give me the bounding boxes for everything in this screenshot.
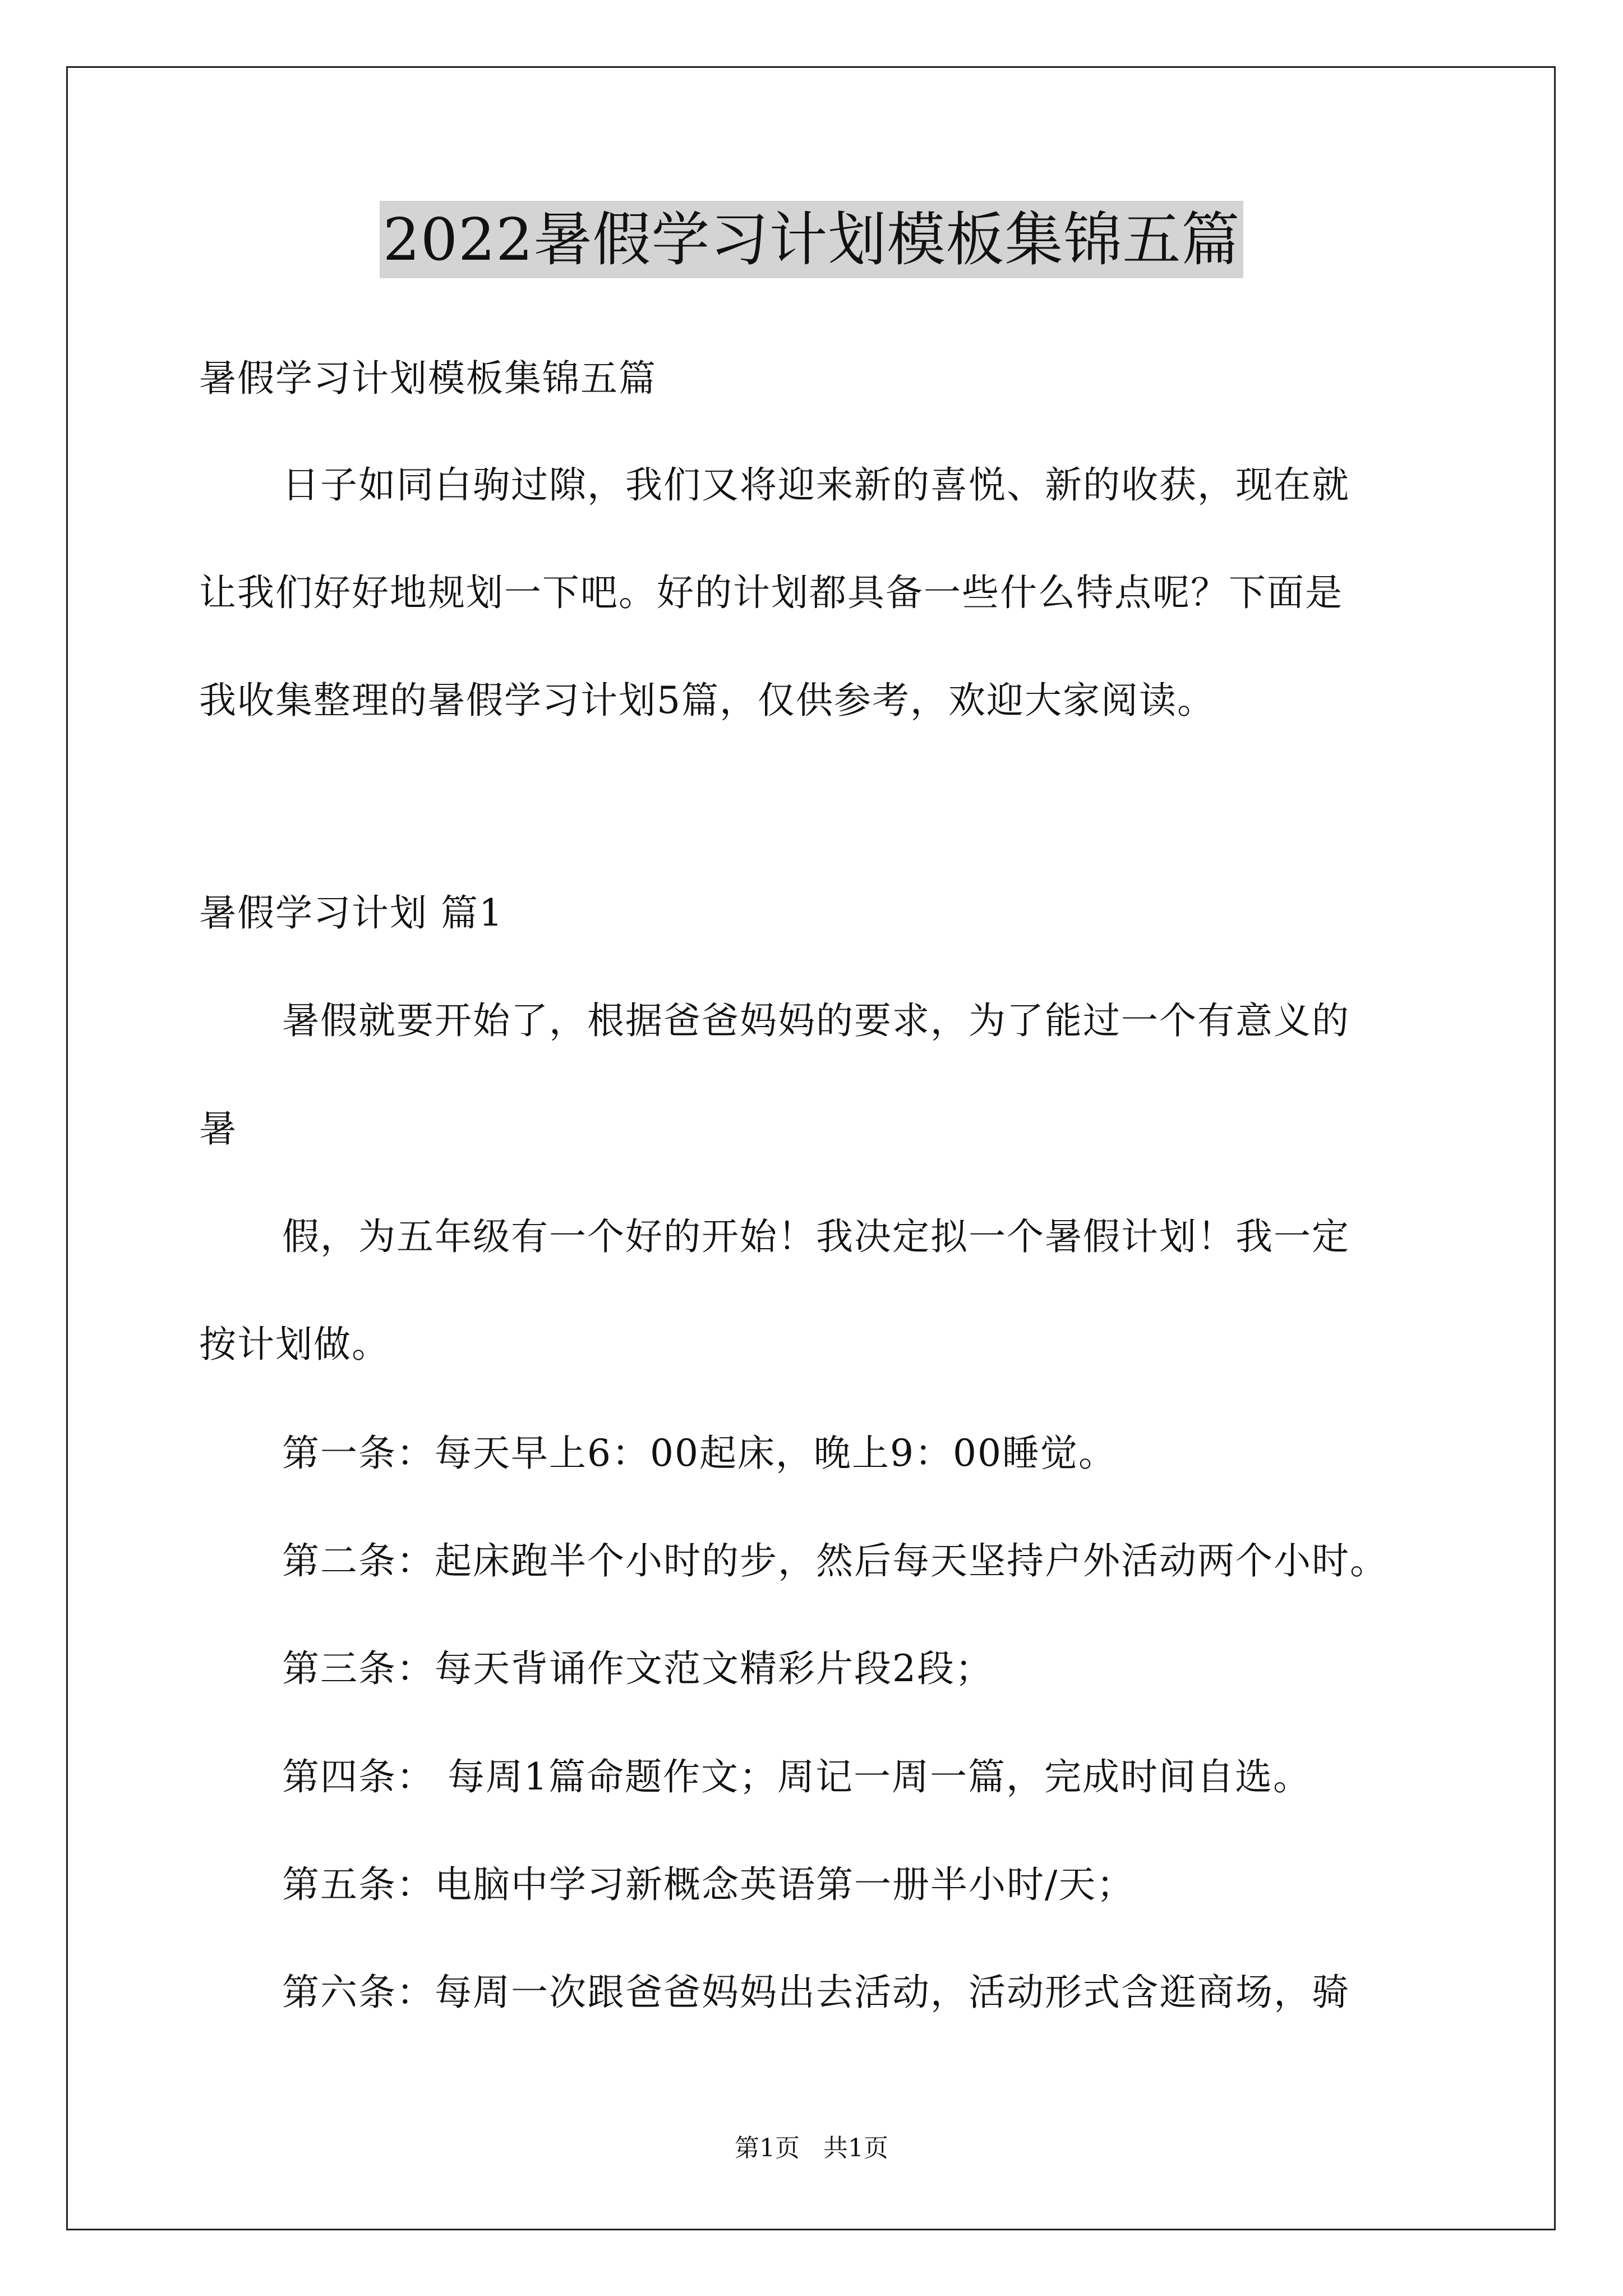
- intro-line: 让我们好好地规划一下吧。好的计划都具备一些什么特点呢？下面是: [199, 571, 1343, 614]
- intro-line: 我收集整理的暑假学习计划5篇，仅供参考，欢迎大家阅读。: [199, 679, 1215, 722]
- section-heading: 暑假学习计划 篇1: [199, 891, 504, 935]
- body-line: 假，为五年级有一个好的开始！我决定拟一个暑假计划！我一定: [282, 1215, 1350, 1258]
- rule-item: 第六条：每周一次跟爸爸妈妈出去活动，活动形式含逛商场，骑: [282, 1971, 1350, 2014]
- rule-item: 第二条：起床跑半个小时的步，然后每天坚持户外活动两个小时。: [282, 1539, 1388, 1582]
- body-line: 暑: [199, 1107, 237, 1151]
- rule-item: 第三条：每天背诵作文范文精彩片段2段；: [282, 1647, 993, 1690]
- document-title: 2022暑假学习计划模板集锦五篇: [380, 201, 1244, 278]
- body-line: 暑假就要开始了，根据爸爸妈妈的要求，为了能过一个有意义的: [282, 999, 1350, 1042]
- page-footer: 第1页 共1页: [735, 2134, 888, 2162]
- rule-item: 第四条： 每周1篇命题作文；周记一周一篇，完成时间自选。: [282, 1755, 1311, 1798]
- document-subtitle: 暑假学习计划模板集锦五篇: [199, 357, 657, 400]
- title-container: [0, 201, 1623, 278]
- intro-line: 日子如同白驹过隙，我们又将迎来新的喜悦、新的收获，现在就: [282, 463, 1350, 507]
- rule-item: 第五条：电脑中学习新概念英语第一册半小时/天；: [282, 1863, 1135, 1906]
- body-line: 按计划做。: [199, 1323, 390, 1366]
- rule-item: 第一条：每天早上6：00起床，晚上9：00睡觉。: [282, 1432, 1117, 1475]
